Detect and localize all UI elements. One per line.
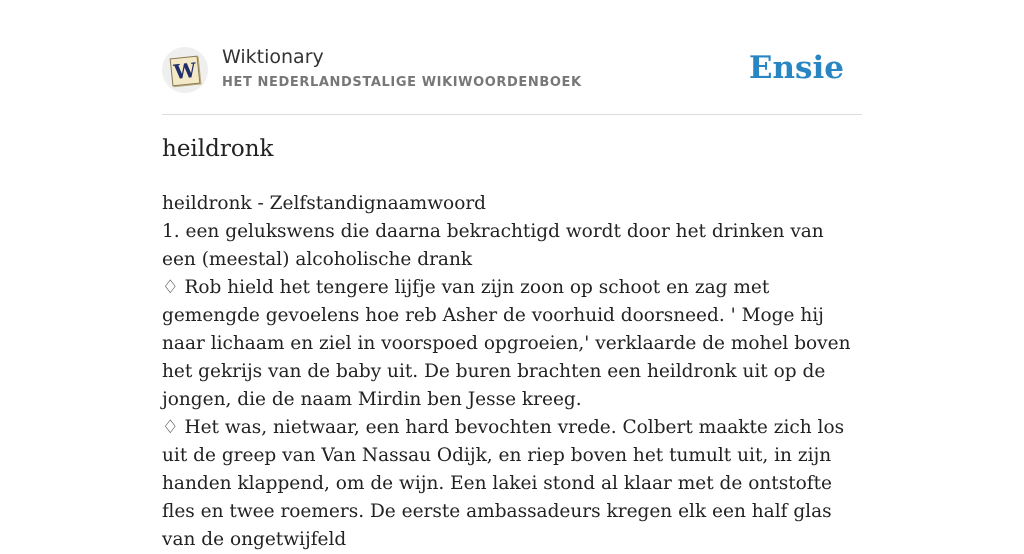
wiktionary-logo-icon[interactable] <box>162 47 208 93</box>
entry-definition: 1. een gelukswens die daarna bekrachtigd wordt door het drinken van een (meestal) alcoholische drank <box>162 221 824 270</box>
page <box>162 0 862 550</box>
entry-example: ♢ Rob hield het tengere lijfje van zijn zoon op schoot en zag met gemengde gevoelens hoe reb Asher de voorhuid doorsneed. ' Moge hij naar lichaam en ziel in voorspoed opgroeien,' verklaarde de mohel boven het gekrijs van de baby uit. De buren brachten een heildronk uit op de jongen, die de naam Mirdin ben Jesse kreeg. <box>162 277 851 410</box>
page-title: heildronk <box>162 136 274 162</box>
site-subtitle: HET NEDERLANDSTALIGE WIKIWOORDENBOEK <box>222 75 582 90</box>
entry-content <box>162 190 862 554</box>
ensie-brand-link[interactable]: Ensie <box>748 50 844 86</box>
site-header <box>162 0 862 115</box>
entry-heading: heildronk - Zelfstandignaamwoord <box>162 193 487 214</box>
site-title[interactable]: Wiktionary <box>222 46 324 68</box>
logo-tile: W <box>170 56 201 87</box>
entry-example: ♢ Het was, nietwaar, een hard bevochten vrede. Colbert maakte zich los uit de greep van Van Nassau Odijk, en riep boven het tumult uit, in zijn handen klappend, om de wijn. Een lakei stond al klaar met de ontstofte fles en twee roemers. De eerste ambassadeurs kregen elk een half glas van de ongetwijfeld <box>162 417 845 550</box>
